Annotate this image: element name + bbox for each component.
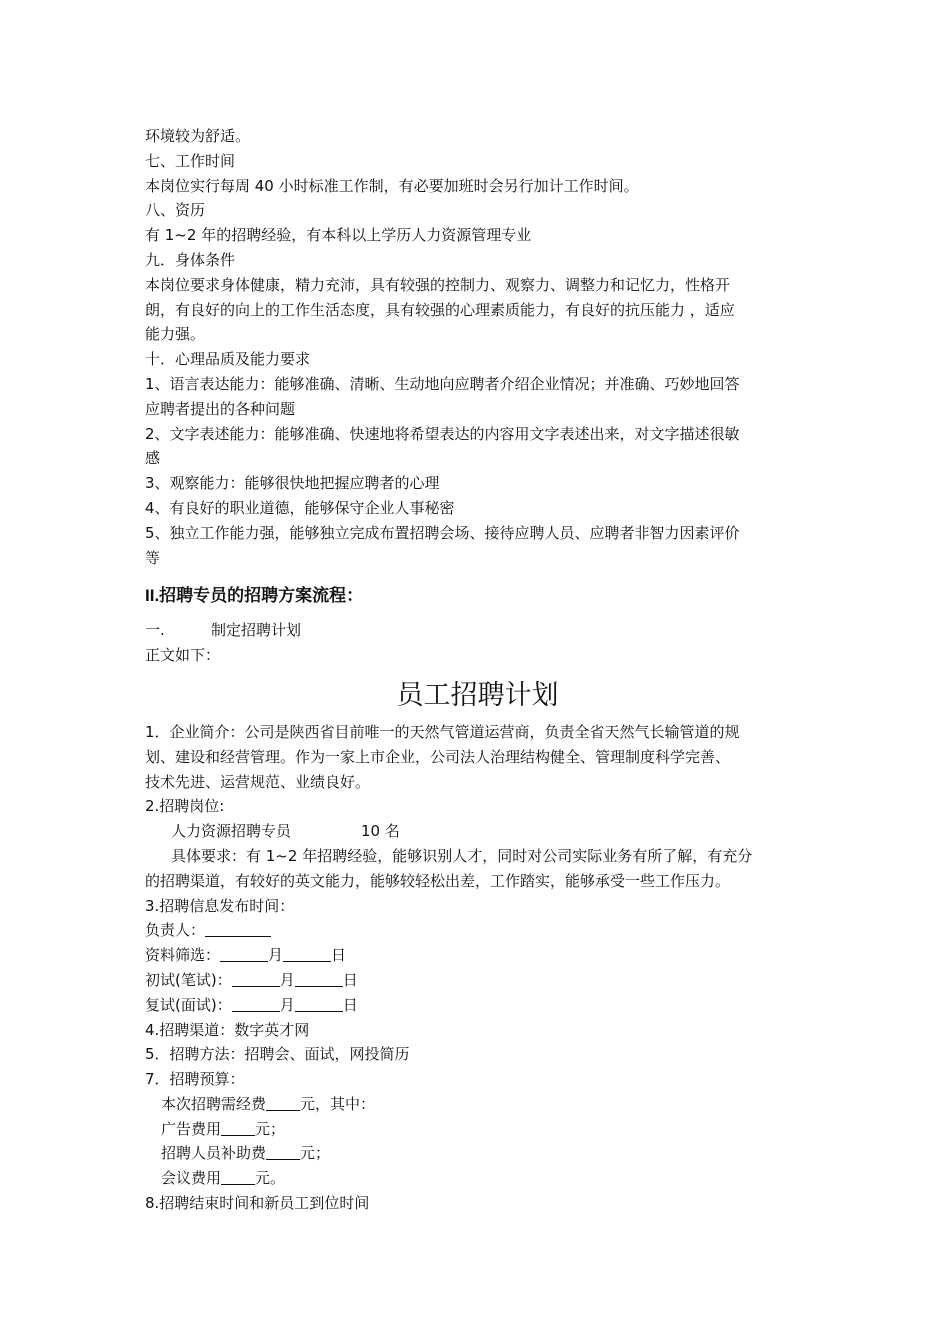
plan-title: 员工招聘计划 [396, 679, 559, 711]
owner-label: 负责人： [145, 921, 206, 940]
end-time-label: 8.招聘结束时间和新员工到位时间 [145, 1194, 370, 1213]
text-line: 2、文字表述能力：能够准确、快速地将希望表达的内容用文字表述出来，对文字描述很敏 [145, 424, 740, 443]
written-test-row [145, 968, 810, 993]
text-line: 本岗位要求身体健康，精力充沛，具有较强的控制力、观察力、调整力和记忆力，性格开 [145, 275, 731, 294]
ad-cost-suffix: 元； [255, 1119, 286, 1138]
month-label: 月 [268, 946, 284, 965]
recruit-channel: 4.招聘渠道：数字英才网 [145, 1020, 310, 1039]
screening-day-blank[interactable] [283, 946, 331, 962]
company-line: 划、建设和经营管理。作为一家上市企业，公司法人治理结构健全、管理制度科学完善、 [145, 747, 731, 766]
step-text: 制定招聘计划 [211, 621, 302, 640]
day-label: 日 [342, 995, 358, 1014]
requirement-line: 的招聘渠道，有较好的英文能力，能够较轻松出差，工作踏实，能够承受一些工作压力。 [145, 871, 731, 890]
text-line: 环境较为舒适。 [145, 127, 251, 145]
text-line: 1、语言表达能力：能够准确、清晰、生动地向应聘者介绍企业情况；并准确、巧妙地回答 [145, 374, 740, 393]
budget-total-suffix: 元，其中： [300, 1094, 376, 1113]
document-body [145, 124, 810, 1216]
text-line: 3、观察能力：能够很快地把握应聘者的心理 [145, 474, 440, 493]
budget-total-blank[interactable] [266, 1095, 300, 1111]
position-count: 10 名 [361, 822, 400, 841]
company-intro [145, 720, 810, 794]
text-line: 八、资历 [145, 201, 206, 220]
written-label: 初试(笔试)： [145, 970, 232, 989]
position-requirements [145, 844, 810, 894]
publish-label: 3.招聘信息发布时间： [145, 896, 295, 915]
budget-total-label: 本次招聘需经费 [161, 1094, 267, 1113]
company-line: 技术先进、运营规范、业绩良好。 [145, 772, 371, 791]
text-line: 九．身体条件 [145, 250, 236, 269]
interview-day-blank[interactable] [295, 996, 343, 1012]
text-line: 5、独立工作能力强，能够独立完成布置招聘会场、接待应聘人员、应聘者非智力因素评价 [145, 523, 740, 542]
company-line: 1．企业简介：公司是陕西省目前唯一的天然气管道运营商，负责全省天然气长输管道的规 [145, 722, 740, 741]
day-label: 日 [342, 970, 358, 989]
staff-subsidy-label: 招聘人员补助费 [161, 1144, 267, 1163]
owner-row [145, 918, 810, 943]
screening-month-blank[interactable] [220, 946, 268, 962]
text-line: 七、工作时间 [145, 151, 236, 170]
body-intro: 正文如下： [145, 646, 221, 665]
month-label: 月 [279, 995, 295, 1014]
ad-cost-label: 广告费用 [161, 1119, 222, 1138]
recruit-method: 5．招聘方法：招聘会、面试，网投简历 [145, 1045, 410, 1064]
text-line: 4、有良好的职业道德，能够保守企业人事秘密 [145, 498, 455, 517]
step-number: 一. [145, 621, 165, 640]
owner-blank[interactable] [205, 921, 271, 937]
job-requirements-section [145, 124, 810, 570]
meeting-cost-label: 会议费用 [161, 1169, 222, 1188]
interview-month-blank[interactable] [232, 996, 280, 1012]
interview-row [145, 993, 810, 1018]
text-line: 有 1~2 年的招聘经验，有本科以上学历人力资源管理专业 [145, 226, 532, 245]
meeting-cost-suffix: 元。 [255, 1169, 286, 1188]
staff-subsidy-blank[interactable] [266, 1144, 300, 1160]
text-line: 十．心理品质及能力要求 [145, 350, 311, 369]
meeting-cost-row [145, 1166, 810, 1191]
budget-total-row [145, 1092, 810, 1117]
text-line: 等 [145, 548, 161, 567]
screening-label: 资料筛选： [145, 946, 221, 965]
day-label: 日 [331, 946, 347, 965]
written-day-blank[interactable] [295, 971, 343, 987]
position-name: 人力资源招聘专员 [171, 822, 292, 841]
text-line: 应聘者提出的各种问题 [145, 399, 296, 418]
text-line: 能力强。 [145, 325, 206, 344]
section-heading: II.招聘专员的招聘方案流程： [145, 586, 364, 606]
interview-label: 复试(面试)： [145, 995, 232, 1014]
text-line: 感 [145, 449, 161, 468]
text-line: 朗，有良好的向上的工作生活态度，具有较强的心理素质能力，有良好的抗压能力 ，适应 [145, 300, 735, 319]
step-one [145, 618, 810, 643]
ad-cost-row [145, 1117, 810, 1142]
position-row [145, 819, 810, 844]
staff-subsidy-row [145, 1141, 810, 1166]
month-label: 月 [279, 970, 295, 989]
text-line: 本岗位实行每周 40 小时标准工作制，有必要加班时会另行加计工作时间。 [145, 176, 639, 195]
staff-subsidy-suffix: 元； [300, 1144, 331, 1163]
ad-cost-blank[interactable] [221, 1120, 255, 1136]
requirement-line: 具体要求：有 1~2 年招聘经验，能够识别人才，同时对公司实际业务有所了解，有充分 [171, 846, 753, 865]
budget-label: 7．招聘预算： [145, 1070, 245, 1089]
meeting-cost-blank[interactable] [221, 1169, 255, 1185]
position-label: 2.招聘岗位: [145, 797, 225, 816]
written-month-blank[interactable] [232, 971, 280, 987]
screening-row [145, 943, 810, 968]
